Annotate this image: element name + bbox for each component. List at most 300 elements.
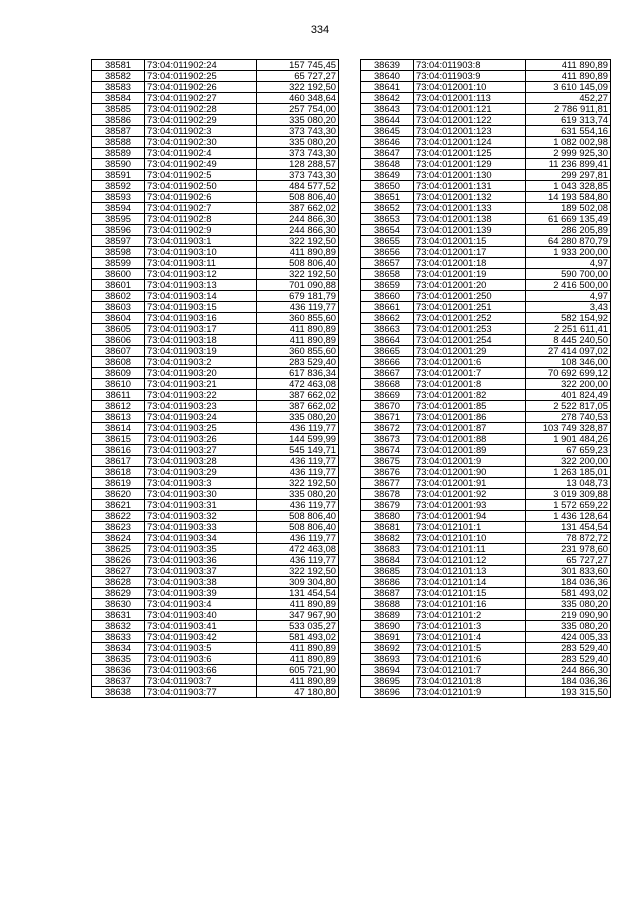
- value-cell: 701 090,88: [257, 280, 339, 291]
- cadastral-number-cell: 73:04:011903:77: [145, 687, 257, 698]
- cadastral-number-cell: 73:04:012101:3: [414, 621, 526, 632]
- row-number-cell: 38652: [361, 203, 414, 214]
- value-cell: 67 659,23: [526, 445, 611, 456]
- value-cell: 424 005,33: [526, 632, 611, 643]
- value-cell: 189 502,08: [526, 203, 611, 214]
- row-number-cell: 38614: [92, 423, 145, 434]
- table-row: [361, 445, 611, 456]
- value-cell: 78 872,72: [526, 533, 611, 544]
- cadastral-number-cell: 73:04:012001:130: [414, 170, 526, 181]
- value-cell: 322 200,00: [526, 456, 611, 467]
- value-cell: 231 978,60: [526, 544, 611, 555]
- row-number-cell: 38620: [92, 489, 145, 500]
- table-row: [92, 577, 339, 588]
- table-row: [92, 104, 339, 115]
- cadastral-number-cell: 73:04:011902:29: [145, 115, 257, 126]
- table-row: [361, 401, 611, 412]
- value-cell: 617 836,34: [257, 368, 339, 379]
- table-row: [361, 258, 611, 269]
- value-cell: 1 933 200,00: [526, 247, 611, 258]
- cadastral-number-cell: 73:04:012001:132: [414, 192, 526, 203]
- cadastral-number-cell: 73:04:011903:27: [145, 445, 257, 456]
- row-number-cell: 38635: [92, 654, 145, 665]
- table-row: [92, 401, 339, 412]
- table-row: [361, 115, 611, 126]
- cadastral-number-cell: 73:04:012001:93: [414, 500, 526, 511]
- row-number-cell: 38587: [92, 126, 145, 137]
- row-number-cell: 38680: [361, 511, 414, 522]
- value-cell: 144 599,99: [257, 434, 339, 445]
- cadastral-number-cell: 73:04:011903:17: [145, 324, 257, 335]
- row-number-cell: 38613: [92, 412, 145, 423]
- value-cell: 2 786 911,81: [526, 104, 611, 115]
- table-row: [92, 346, 339, 357]
- value-cell: 373 743,30: [257, 170, 339, 181]
- table-row: [361, 478, 611, 489]
- cadastral-number-cell: 73:04:012001:122: [414, 115, 526, 126]
- row-number-cell: 38607: [92, 346, 145, 357]
- cadastral-number-cell: 73:04:011903:7: [145, 676, 257, 687]
- row-number-cell: 38627: [92, 566, 145, 577]
- value-cell: 3 019 309,88: [526, 489, 611, 500]
- value-cell: 335 080,20: [526, 621, 611, 632]
- row-number-cell: 38598: [92, 247, 145, 258]
- row-number-cell: 38649: [361, 170, 414, 181]
- table-row: [361, 60, 611, 71]
- value-cell: 335 080,20: [526, 599, 611, 610]
- row-number-cell: 38591: [92, 170, 145, 181]
- cadastral-number-cell: 73:04:011903:41: [145, 621, 257, 632]
- value-cell: 131 454,54: [526, 522, 611, 533]
- cadastral-number-cell: 73:04:012001:124: [414, 137, 526, 148]
- table-row: [92, 71, 339, 82]
- table-row: [361, 379, 611, 390]
- table-row: [361, 500, 611, 511]
- table-row: [361, 148, 611, 159]
- cadastral-number-cell: 73:04:012101:13: [414, 566, 526, 577]
- table-row: [92, 60, 339, 71]
- cadastral-number-cell: 73:04:011903:16: [145, 313, 257, 324]
- table-row: [92, 214, 339, 225]
- table-row: [92, 324, 339, 335]
- row-number-cell: 38584: [92, 93, 145, 104]
- cadastral-number-cell: 73:04:012001:18: [414, 258, 526, 269]
- cadastral-number-cell: 73:04:012001:10: [414, 82, 526, 93]
- cadastral-number-cell: 73:04:011903:23: [145, 401, 257, 412]
- table-row: [361, 522, 611, 533]
- table-row: [92, 82, 339, 93]
- table-row: [92, 247, 339, 258]
- cadastral-number-cell: 73:04:012101:10: [414, 533, 526, 544]
- table-row: [92, 115, 339, 126]
- value-cell: 103 749 328,87: [526, 423, 611, 434]
- row-number-cell: 38583: [92, 82, 145, 93]
- table-row: [361, 159, 611, 170]
- table-row: [361, 357, 611, 368]
- value-cell: 1 082 002,98: [526, 137, 611, 148]
- row-number-cell: 38600: [92, 269, 145, 280]
- cadastral-number-cell: 73:04:011903:24: [145, 412, 257, 423]
- row-number-cell: 38684: [361, 555, 414, 566]
- value-cell: 131 454,54: [257, 588, 339, 599]
- value-cell: 387 662,02: [257, 401, 339, 412]
- cadastral-number-cell: 73:04:012001:91: [414, 478, 526, 489]
- value-cell: 436 119,77: [257, 533, 339, 544]
- value-cell: 322 192,50: [257, 478, 339, 489]
- cadastral-number-cell: 73:04:011903:13: [145, 280, 257, 291]
- value-cell: 411 890,89: [257, 324, 339, 335]
- cadastral-number-cell: 73:04:012001:7: [414, 368, 526, 379]
- table-row: [361, 82, 611, 93]
- row-number-cell: 38593: [92, 192, 145, 203]
- table-row: [361, 423, 611, 434]
- cadastral-number-cell: 73:04:011903:36: [145, 555, 257, 566]
- value-cell: 582 154,92: [526, 313, 611, 324]
- cadastral-number-cell: 73:04:012101:9: [414, 687, 526, 698]
- row-number-cell: 38679: [361, 500, 414, 511]
- row-number-cell: 38581: [92, 60, 145, 71]
- value-cell: 3,43: [526, 302, 611, 313]
- table-row: [92, 632, 339, 643]
- cadastral-number-cell: 73:04:011903:3: [145, 478, 257, 489]
- row-number-cell: 38662: [361, 313, 414, 324]
- table-row: [92, 676, 339, 687]
- value-cell: 387 662,02: [257, 390, 339, 401]
- cadastral-number-cell: 73:04:012001:251: [414, 302, 526, 313]
- table-row: [92, 588, 339, 599]
- cadastral-number-cell: 73:04:011903:33: [145, 522, 257, 533]
- right-register-table: [360, 59, 611, 698]
- row-number-cell: 38673: [361, 434, 414, 445]
- table-row: [361, 489, 611, 500]
- value-cell: 2 416 500,00: [526, 280, 611, 291]
- cadastral-number-cell: 73:04:012001:125: [414, 148, 526, 159]
- row-number-cell: 38695: [361, 676, 414, 687]
- cadastral-number-cell: 73:04:011903:31: [145, 500, 257, 511]
- value-cell: 411 890,89: [257, 335, 339, 346]
- table-row: [92, 159, 339, 170]
- cadastral-number-cell: 73:04:012001:129: [414, 159, 526, 170]
- table-row: [361, 137, 611, 148]
- cadastral-number-cell: 73:04:011902:3: [145, 126, 257, 137]
- value-cell: 436 119,77: [257, 500, 339, 511]
- table-row: [92, 291, 339, 302]
- value-cell: 619 313,74: [526, 115, 611, 126]
- value-cell: 244 866,30: [257, 214, 339, 225]
- row-number-cell: 38592: [92, 181, 145, 192]
- value-cell: 347 967,90: [257, 610, 339, 621]
- value-cell: 4,97: [526, 258, 611, 269]
- value-cell: 13 048,73: [526, 478, 611, 489]
- row-number-cell: 38638: [92, 687, 145, 698]
- page-number: 334: [310, 24, 330, 36]
- value-cell: 219 090,90: [526, 610, 611, 621]
- value-cell: 335 080,20: [257, 489, 339, 500]
- row-number-cell: 38670: [361, 401, 414, 412]
- table-row: [361, 665, 611, 676]
- table-row: [92, 500, 339, 511]
- table-row: [92, 467, 339, 478]
- table-row: [361, 302, 611, 313]
- row-number-cell: 38646: [361, 137, 414, 148]
- row-number-cell: 38692: [361, 643, 414, 654]
- table-row: [361, 610, 611, 621]
- table-row: [92, 390, 339, 401]
- value-cell: 335 080,20: [257, 412, 339, 423]
- table-row: [92, 280, 339, 291]
- table-row: [361, 181, 611, 192]
- cadastral-number-cell: 73:04:012001:131: [414, 181, 526, 192]
- row-number-cell: 38645: [361, 126, 414, 137]
- cadastral-number-cell: 73:04:012001:15: [414, 236, 526, 247]
- cadastral-number-cell: 73:04:012001:113: [414, 93, 526, 104]
- cadastral-number-cell: 73:04:012001:17: [414, 247, 526, 258]
- value-cell: 679 181,79: [257, 291, 339, 302]
- row-number-cell: 38642: [361, 93, 414, 104]
- table-row: [361, 577, 611, 588]
- row-number-cell: 38641: [361, 82, 414, 93]
- cadastral-number-cell: 73:04:012101:12: [414, 555, 526, 566]
- table-row: [92, 566, 339, 577]
- table-row: [361, 456, 611, 467]
- row-number-cell: 38609: [92, 368, 145, 379]
- cadastral-number-cell: 73:04:012001:89: [414, 445, 526, 456]
- cadastral-number-cell: 73:04:011903:35: [145, 544, 257, 555]
- table-row: [92, 412, 339, 423]
- cadastral-number-cell: 73:04:012101:1: [414, 522, 526, 533]
- table-row: [361, 313, 611, 324]
- row-number-cell: 38629: [92, 588, 145, 599]
- value-cell: 301 833,60: [526, 566, 611, 577]
- row-number-cell: 38632: [92, 621, 145, 632]
- row-number-cell: 38623: [92, 522, 145, 533]
- row-number-cell: 38653: [361, 214, 414, 225]
- row-number-cell: 38585: [92, 104, 145, 115]
- value-cell: 184 036,36: [526, 577, 611, 588]
- cadastral-number-cell: 73:04:012001:20: [414, 280, 526, 291]
- value-cell: 411 890,89: [526, 71, 611, 82]
- value-cell: 436 119,77: [257, 456, 339, 467]
- row-number-cell: 38685: [361, 566, 414, 577]
- row-number-cell: 38611: [92, 390, 145, 401]
- cadastral-number-cell: 73:04:011903:9: [414, 71, 526, 82]
- cadastral-number-cell: 73:04:011902:27: [145, 93, 257, 104]
- value-cell: 335 080,20: [257, 115, 339, 126]
- cadastral-number-cell: 73:04:011903:4: [145, 599, 257, 610]
- cadastral-number-cell: 73:04:012001:19: [414, 269, 526, 280]
- value-cell: 411 890,89: [257, 676, 339, 687]
- value-cell: 47 180,80: [257, 687, 339, 698]
- value-cell: 322 192,50: [257, 269, 339, 280]
- row-number-cell: 38682: [361, 533, 414, 544]
- table-row: [92, 423, 339, 434]
- row-number-cell: 38664: [361, 335, 414, 346]
- table-row: [361, 203, 611, 214]
- table-row: [92, 654, 339, 665]
- cadastral-number-cell: 73:04:012001:138: [414, 214, 526, 225]
- cadastral-number-cell: 73:04:011902:4: [145, 148, 257, 159]
- value-cell: 322 192,50: [257, 566, 339, 577]
- table-row: [361, 93, 611, 104]
- row-number-cell: 38603: [92, 302, 145, 313]
- table-row: [361, 533, 611, 544]
- cadastral-number-cell: 73:04:011902:26: [145, 82, 257, 93]
- value-cell: 309 304,80: [257, 577, 339, 588]
- row-number-cell: 38643: [361, 104, 414, 115]
- cadastral-number-cell: 73:04:012001:87: [414, 423, 526, 434]
- table-row: [361, 104, 611, 115]
- row-number-cell: 38595: [92, 214, 145, 225]
- value-cell: 1 572 659,22: [526, 500, 611, 511]
- row-number-cell: 38647: [361, 148, 414, 159]
- cadastral-number-cell: 73:04:011902:25: [145, 71, 257, 82]
- table-row: [361, 588, 611, 599]
- row-number-cell: 38639: [361, 60, 414, 71]
- row-number-cell: 38628: [92, 577, 145, 588]
- table-row: [361, 632, 611, 643]
- row-number-cell: 38654: [361, 225, 414, 236]
- row-number-cell: 38674: [361, 445, 414, 456]
- row-number-cell: 38596: [92, 225, 145, 236]
- value-cell: 286 205,89: [526, 225, 611, 236]
- cadastral-number-cell: 73:04:012101:11: [414, 544, 526, 555]
- row-number-cell: 38633: [92, 632, 145, 643]
- row-number-cell: 38676: [361, 467, 414, 478]
- table-row: [92, 368, 339, 379]
- cadastral-number-cell: 73:04:011902:6: [145, 192, 257, 203]
- table-row: [361, 654, 611, 665]
- cadastral-number-cell: 73:04:011902:7: [145, 203, 257, 214]
- row-number-cell: 38687: [361, 588, 414, 599]
- cadastral-number-cell: 73:04:011903:6: [145, 654, 257, 665]
- table-row: [361, 324, 611, 335]
- cadastral-number-cell: 73:04:012001:253: [414, 324, 526, 335]
- value-cell: 452,27: [526, 93, 611, 104]
- table-row: [92, 511, 339, 522]
- value-cell: 1 436 128,64: [526, 511, 611, 522]
- row-number-cell: 38594: [92, 203, 145, 214]
- value-cell: 2 251 611,41: [526, 324, 611, 335]
- value-cell: 605 721,90: [257, 665, 339, 676]
- table-row: [361, 225, 611, 236]
- cadastral-number-cell: 73:04:012101:8: [414, 676, 526, 687]
- cadastral-number-cell: 73:04:012001:6: [414, 357, 526, 368]
- table-row: [361, 280, 611, 291]
- value-cell: 184 036,36: [526, 676, 611, 687]
- row-number-cell: 38624: [92, 533, 145, 544]
- cadastral-number-cell: 73:04:011903:5: [145, 643, 257, 654]
- value-cell: 4,97: [526, 291, 611, 302]
- table-row: [92, 456, 339, 467]
- table-row: [92, 610, 339, 621]
- cadastral-number-cell: 73:04:012001:139: [414, 225, 526, 236]
- cadastral-number-cell: 73:04:011903:30: [145, 489, 257, 500]
- table-row: [92, 313, 339, 324]
- table-row: [361, 390, 611, 401]
- row-number-cell: 38582: [92, 71, 145, 82]
- value-cell: 335 080,20: [257, 137, 339, 148]
- cadastral-number-cell: 73:04:011902:8: [145, 214, 257, 225]
- row-number-cell: 38640: [361, 71, 414, 82]
- value-cell: 11 236 899,41: [526, 159, 611, 170]
- row-number-cell: 38636: [92, 665, 145, 676]
- value-cell: 436 119,77: [257, 302, 339, 313]
- value-cell: 436 119,77: [257, 555, 339, 566]
- value-cell: 472 463,08: [257, 379, 339, 390]
- table-row: [361, 412, 611, 423]
- row-number-cell: 38668: [361, 379, 414, 390]
- cadastral-number-cell: 73:04:011903:38: [145, 577, 257, 588]
- cadastral-number-cell: 73:04:012001:123: [414, 126, 526, 137]
- row-number-cell: 38616: [92, 445, 145, 456]
- value-cell: 411 890,89: [257, 247, 339, 258]
- row-number-cell: 38606: [92, 335, 145, 346]
- row-number-cell: 38590: [92, 159, 145, 170]
- cadastral-number-cell: 73:04:012101:5: [414, 643, 526, 654]
- row-number-cell: 38683: [361, 544, 414, 555]
- row-number-cell: 38589: [92, 148, 145, 159]
- value-cell: 14 193 584,80: [526, 192, 611, 203]
- value-cell: 411 890,89: [257, 643, 339, 654]
- table-row: [92, 434, 339, 445]
- cadastral-number-cell: 73:04:011903:25: [145, 423, 257, 434]
- table-row: [361, 236, 611, 247]
- row-number-cell: 38663: [361, 324, 414, 335]
- table-row: [92, 137, 339, 148]
- table-row: [361, 126, 611, 137]
- table-row: [92, 489, 339, 500]
- cadastral-number-cell: 73:04:012101:4: [414, 632, 526, 643]
- value-cell: 65 727,27: [526, 555, 611, 566]
- row-number-cell: 38688: [361, 599, 414, 610]
- value-cell: 157 745,45: [257, 60, 339, 71]
- table-row: [92, 181, 339, 192]
- value-cell: 472 463,08: [257, 544, 339, 555]
- row-number-cell: 38625: [92, 544, 145, 555]
- row-number-cell: 38619: [92, 478, 145, 489]
- table-row: [361, 434, 611, 445]
- table-row: [92, 236, 339, 247]
- value-cell: 322 192,50: [257, 236, 339, 247]
- value-cell: 2 522 817,05: [526, 401, 611, 412]
- cadastral-number-cell: 73:04:012001:29: [414, 346, 526, 357]
- value-cell: 128 288,57: [257, 159, 339, 170]
- cadastral-number-cell: 73:04:012101:6: [414, 654, 526, 665]
- row-number-cell: 38622: [92, 511, 145, 522]
- value-cell: 508 806,40: [257, 511, 339, 522]
- right-table-body: [361, 60, 611, 698]
- row-number-cell: 38634: [92, 643, 145, 654]
- cadastral-number-cell: 73:04:012001:8: [414, 379, 526, 390]
- value-cell: 436 119,77: [257, 423, 339, 434]
- row-number-cell: 38631: [92, 610, 145, 621]
- cadastral-number-cell: 73:04:012101:2: [414, 610, 526, 621]
- table-row: [92, 533, 339, 544]
- row-number-cell: 38648: [361, 159, 414, 170]
- value-cell: 460 348,64: [257, 93, 339, 104]
- cadastral-number-cell: 73:04:012001:85: [414, 401, 526, 412]
- row-number-cell: 38604: [92, 313, 145, 324]
- row-number-cell: 38672: [361, 423, 414, 434]
- value-cell: 283 529,40: [526, 643, 611, 654]
- row-number-cell: 38655: [361, 236, 414, 247]
- cadastral-number-cell: 73:04:011902:28: [145, 104, 257, 115]
- table-row: [92, 148, 339, 159]
- row-number-cell: 38669: [361, 390, 414, 401]
- table-row: [92, 170, 339, 181]
- row-number-cell: 38657: [361, 258, 414, 269]
- row-number-cell: 38690: [361, 621, 414, 632]
